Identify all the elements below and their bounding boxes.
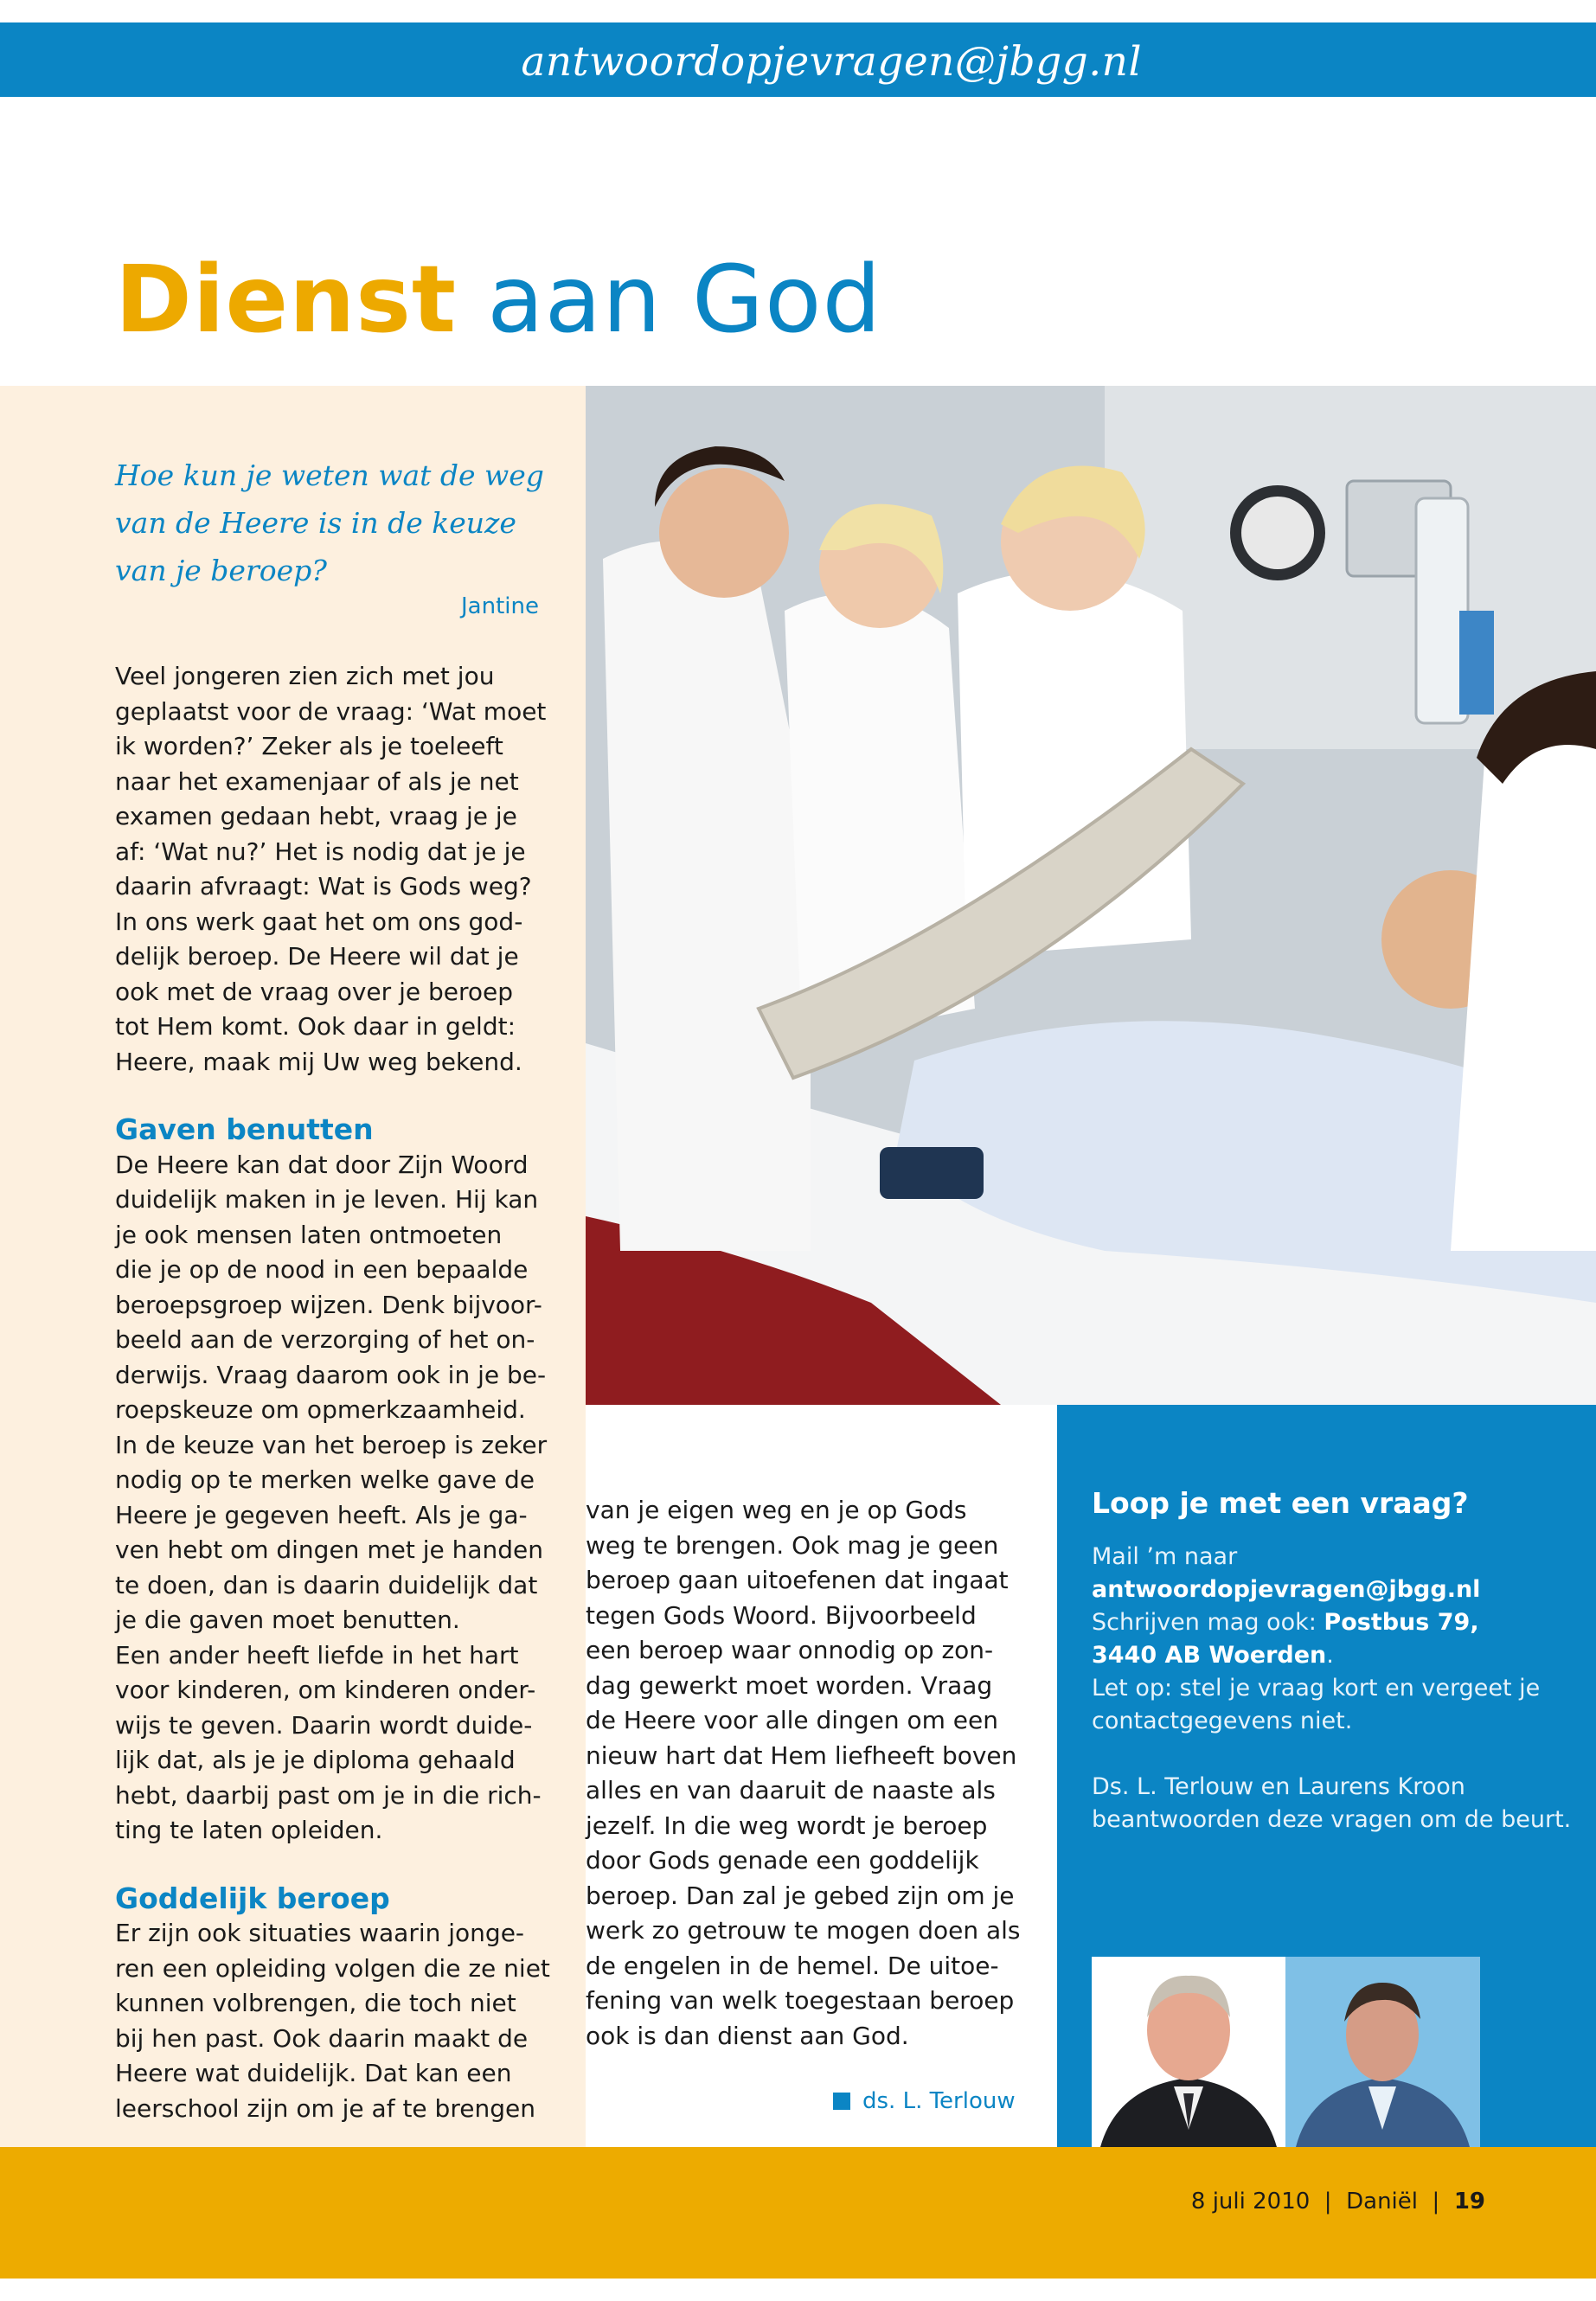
contact-box-content [1092,1486,1576,1836]
square-bullet-icon [833,2093,850,2110]
contact-email[interactable]: antwoordopjevragen@jbgg.nl [1092,1576,1481,1603]
nursing-students-photo [586,386,1596,1405]
text-line: werk zo getrouw te mogen doen als [586,1916,1021,1945]
portrait-photos [1092,1957,1480,2147]
text-line: ven hebt om dingen met je handen [115,1535,544,1564]
page-title [115,247,881,354]
postal-line [1092,1606,1576,1639]
write-intro: Schrijven mag ook: [1092,1609,1324,1636]
contact-note: Let op: stel je vraag kort en vergeet je contactgegevens niet. [1092,1675,1541,1734]
text-line: af: ‘Wat nu?’ Het is nodig dat je je [115,836,526,866]
text-line: die je op de nood in een bepaalde [115,1255,529,1284]
text-line: ook met de vraag over je beroep [115,977,514,1006]
text-line: nodig op te merken welke gave de [115,1465,535,1494]
text-line: wijs te geven. Daarin wordt duide- [115,1710,533,1740]
page-number: 19 [1453,2189,1485,2214]
section-heading-goddelijk: Goddelijk beroep [115,1881,390,1915]
answerers-note: Ds. L. Terlouw en Laurens Kroon beantwoorden deze vragen om de beurt. [1092,1773,1572,1833]
header-email[interactable]: antwoordopjevragen@jbgg.nl [521,38,1142,86]
text-line: tot Hem komt. Ook daar in geldt: [115,1012,516,1041]
text-line: je die gaven moet benutten. [115,1606,460,1634]
text-line: delijk beroep. De Heere wil dat je [115,942,519,971]
folio-separator: | [1317,2189,1339,2214]
issue-date: 8 juli 2010 [1190,2189,1311,2214]
text-line: een beroep waar onnodig op zon- [586,1636,994,1664]
title-bold: Dienst [115,247,458,354]
text-line: ik worden?’ Zeker als je toeleeft [115,732,503,760]
text-line: tegen Gods Woord. Bijvoorbeeld [586,1600,977,1630]
text-line: In de keuze van het beroep is zeker [115,1430,548,1459]
magazine-name: Daniël [1346,2189,1418,2214]
text-line: ting te laten opleiden. [115,1816,383,1844]
section-2-paragraph [115,1916,556,2126]
text-line: bij hen past. Ook daarin maakt de [115,2023,529,2053]
text-line: examen gedaan hebt, vraag je je [115,802,517,830]
question-asker: Jantine [461,593,539,619]
text-line: Heere wat duidelijk. Dat kan een [115,2059,512,2087]
text-line: te doen, dan is daarin duidelijk dat [115,1570,538,1599]
text-line: beroep gaan uitoefenen dat ingaat [586,1566,1009,1594]
text-line: Heere, maak mij Uw weg bekend. [115,1047,522,1076]
text-line: In ons werk gaat het om ons god- [115,907,523,936]
text-line: derwijs. Vraag daarom ook in je be- [115,1360,547,1389]
text-line: nieuw hart dat Hem liefheeft boven [586,1740,1017,1770]
section-1-paragraph [115,1148,556,1849]
text-line: roepskeuze om opmerkzaamheid. [115,1395,526,1424]
text-line: leerschool zijn om je af te brengen [115,2093,535,2123]
text-line: beroepsgroep wijzen. Denk bijvoor- [115,1290,542,1319]
contact-email-line [1092,1574,1576,1606]
intro-paragraph [115,659,556,1080]
address-line-2: 3440 AB Woerden [1092,1642,1327,1669]
folio-separator: | [1425,2189,1447,2214]
article-column-2 [586,1493,1035,2054]
text-line: dag gewerkt moet worden. Vraag [586,1670,993,1700]
text-line: geplaatst voor de vraag: ‘Wat moet [115,696,547,726]
text-line: Veel jongeren zien zich met jou [115,662,495,690]
text-line: hebt, daarbij past om je in die rich- [115,1780,542,1810]
photo-illustration [586,386,1596,1405]
text-line: lijk dat, als je je diploma gehaald [115,1746,516,1774]
postal-line-2 [1092,1639,1576,1672]
text-line: van je eigen weg en je op Gods [586,1496,967,1524]
address-end: . [1326,1642,1334,1669]
text-line: duidelijk maken in je leven. Hij kan [115,1185,539,1214]
text-line: daarin afvraagt: Wat is Gods weg? [115,872,532,901]
text-line: jezelf. In die weg wordt je beroep [586,1811,988,1840]
text-line: voor kinderen, om kinderen onder- [115,1676,536,1704]
signature-text: ds. L. Terlouw [862,2088,1016,2114]
text-line: beeld aan de verzorging of het on- [115,1325,535,1354]
text-line: door Gods genade een goddelijk [586,1846,979,1875]
text-line: Er zijn ook situaties waarin jonge- [115,1919,525,1947]
address-line-1: Postbus 79, [1324,1609,1479,1636]
mail-intro: Mail ’m naar [1092,1543,1238,1570]
text-line: naar het examenjaar of als je net [115,766,519,796]
text-line: de engelen in de hemel. De uitoe- [586,1951,999,1980]
text-line: de Heere voor alle dingen om een [586,1706,998,1734]
text-line: De Heere kan dat door Zijn Woord [115,1150,529,1179]
text-line: ren een opleiding volgen die ze niet [115,1953,550,1983]
text-line: Een ander heeft liefde in het hart [115,1640,519,1670]
title-rest: aan God [487,247,882,354]
section-heading-gaven: Gaven benutten [115,1112,374,1146]
author-signature [833,2088,1016,2114]
text-line: alles en van daaruit de naaste als [586,1776,996,1804]
reader-question: Hoe kun je weten wat de weg van de Heere is in de keuze van je beroep? [115,458,544,587]
text-line: je ook mensen laten ontmoeten [115,1220,503,1249]
text-line: Heere je gegeven heeft. Als je ga- [115,1500,528,1529]
text-line: kunnen volbrengen, die toch niet [115,1989,516,2017]
article-column-1 [115,659,556,2126]
text-line: weg te brengen. Ook mag je geen [586,1530,999,1560]
contact-heading: Loop je met een vraag? [1092,1486,1469,1520]
text-line: fening van welk toegestaan beroep [586,1986,1015,2015]
page-folio [1191,2189,1485,2214]
text-line: ook is dan dienst aan God. [586,2021,909,2050]
portraits-illustration [1092,1957,1480,2147]
text-line: beroep. Dan zal je gebed zijn om je [586,1881,1015,1910]
